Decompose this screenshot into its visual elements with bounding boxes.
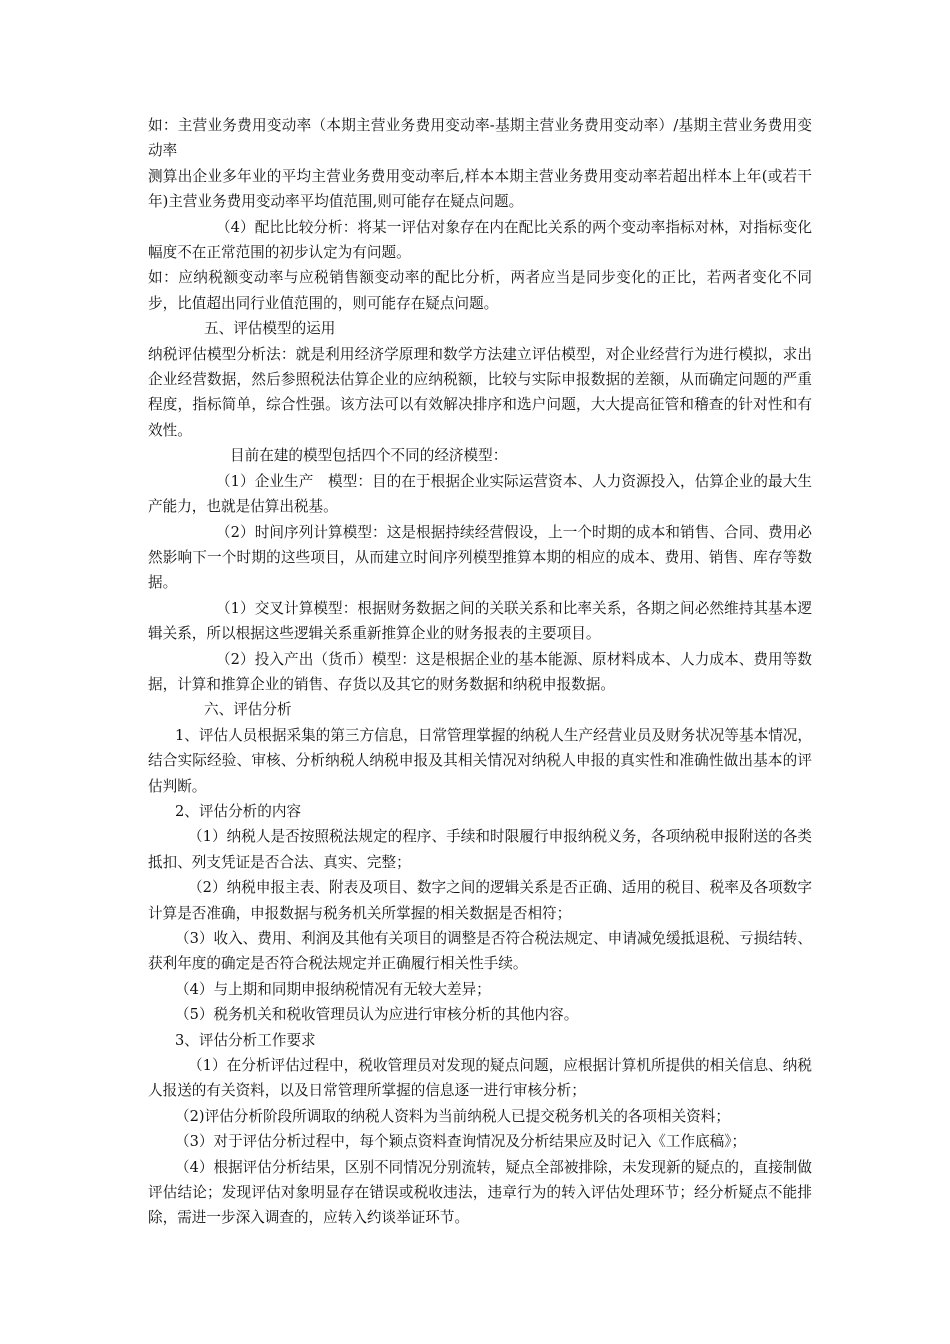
paragraph-5: 纳税评估模型分析法：就是利用经济学原理和数学方法建立评估模型，对企业经营行为进行模拟，求出企业经营数据，然后参照税法估算企业的应纳税额，比较与实际申报数据的差额，从而确定问题的严重程度，指标简单，综合性强。该方法可以有效解决排序和选户问题，大大提高征管和稽查的针对性和有效性。 (148, 345, 812, 439)
paragraph-18: （5）税务机关和税收管理员认为应进行审核分析的其他内容。 (175, 1006, 579, 1024)
paragraph-13: 2、评估分析的内容 (175, 802, 302, 820)
paragraph-7: （1）企业生产 模型：目的在于根据企业实际运营资本、人力资源投入，估算企业的最大生产能力，也就是估算出税基。 (148, 472, 812, 516)
paragraph-6: 目前在建的模型包括四个不同的经济模型： (230, 447, 508, 465)
paragraph-20: （1）在分析评估过程中，税收管理员对发现的疑点问题，应根据计算机所提供的相关信息、纳税人报送的有关资料，以及日常管理所掌握的信息逐一进行审核分析； (148, 1057, 812, 1100)
section-heading-6: 六、评估分析 (204, 701, 292, 719)
paragraph-10: （2）投入产出（货币）模型：这是根据企业的基本能源、原材料成本、人力成本、费用等数据，计算和推算企业的销售、存货以及其它的财务数据和纳税申报数据。 (148, 650, 812, 693)
paragraph-23: （4）根据评估分析结果，区别不同情况分别流转，疑点全部被排除，未发现新的疑点的，直接制做评估结论；发现评估对象明显存在错误或税收违法，违章行为的转入评估处理环节；经分析疑点不能排除，需进一步深入调查的，应转入约谈举证环节。 (148, 1158, 812, 1227)
paragraph-9: （1）交叉计算模型：根据财务数据之间的关联关系和比率关系，各期之间必然维持其基本逻辑关系，所以根据这些逻辑关系重新推算企业的财务报表的主要项目。 (148, 599, 812, 643)
paragraph-19: 3、评估分析工作要求 (175, 1031, 316, 1049)
paragraph-12: 1、评估人员根据采集的第三方信息，日常管理掌握的纳税人生产经营业员及财务状况等基本情况，结合实际经验、审核、分析纳税人纳税申报及其相关情况对纳税人申报的真实性和准确性做出基本的评估判断。 (148, 726, 812, 795)
document-body (148, 113, 812, 1231)
paragraph-0: 如：主营业务费用变动率（本期主营业务费用变动率-基期主营业务费用变动率）/基期主营业务费用变动率 (148, 117, 812, 160)
paragraph-8: （2）时间序列计算模型：这是根据持续经营假设，上一个时期的成本和销售、合同、费用必然影响下一个时期的这些项目，从而建立时间序列模型推算本期的相应的成本、费用、销售、库存等数据。 (148, 523, 812, 592)
paragraph-15: （2）纳税申报主表、附表及项目、数字之间的逻辑关系是否正确、适用的税目、税率及各项数字计算是否准确，申报数据与税务机关所掌握的相关数据是否相符； (148, 879, 812, 922)
paragraph-3: 如：应纳税额变动率与应税销售额变动率的配比分析，两者应当是同步变化的正比，若两者变化不同步，比值超出同行业值范围的，则可能存在疑点问题。 (148, 269, 812, 312)
paragraph-1: 测算出企业多年业的平均主营业务费用变动率后,样本本期主营业务费用变动率若超出样本上年(或若干年)主营业务费用变动率平均值范围,则可能存在疑点问题。 (148, 167, 812, 211)
paragraph-16: （3）收入、费用、利润及其他有关项目的调整是否符合税法规定、申请减免缓抵退税、亏损结转、获利年度的确定是否符合税法规定并正确履行相关性手续。 (148, 930, 812, 973)
paragraph-22: （3）对于评估分析过程中，每个颖点资料查询情况及分析结果应及时记入《工作底稿》； (175, 1133, 747, 1151)
section-heading-5: 五、评估模型的运用 (204, 320, 336, 338)
paragraph-2: （4）配比比较分析：将某一评估对象存在内在配比关系的两个变动率指标对林，对指标变化幅度不在正常范围的初步认定为有问题。 (148, 218, 812, 262)
paragraph-21: （2)评估分析阶段所调取的纳税人资料为当前纳税人已提交税务机关的各项相关资料； (175, 1107, 730, 1125)
paragraph-17: （4）与上期和同期申报纳税情况有无较大差异； (175, 980, 491, 998)
paragraph-14: （1）纳税人是否按照税法规定的程序、手续和时限履行申报纳税义务，各项纳税申报附送的各类抵扣、列支凭证是否合法、真实、完整； (148, 828, 812, 871)
